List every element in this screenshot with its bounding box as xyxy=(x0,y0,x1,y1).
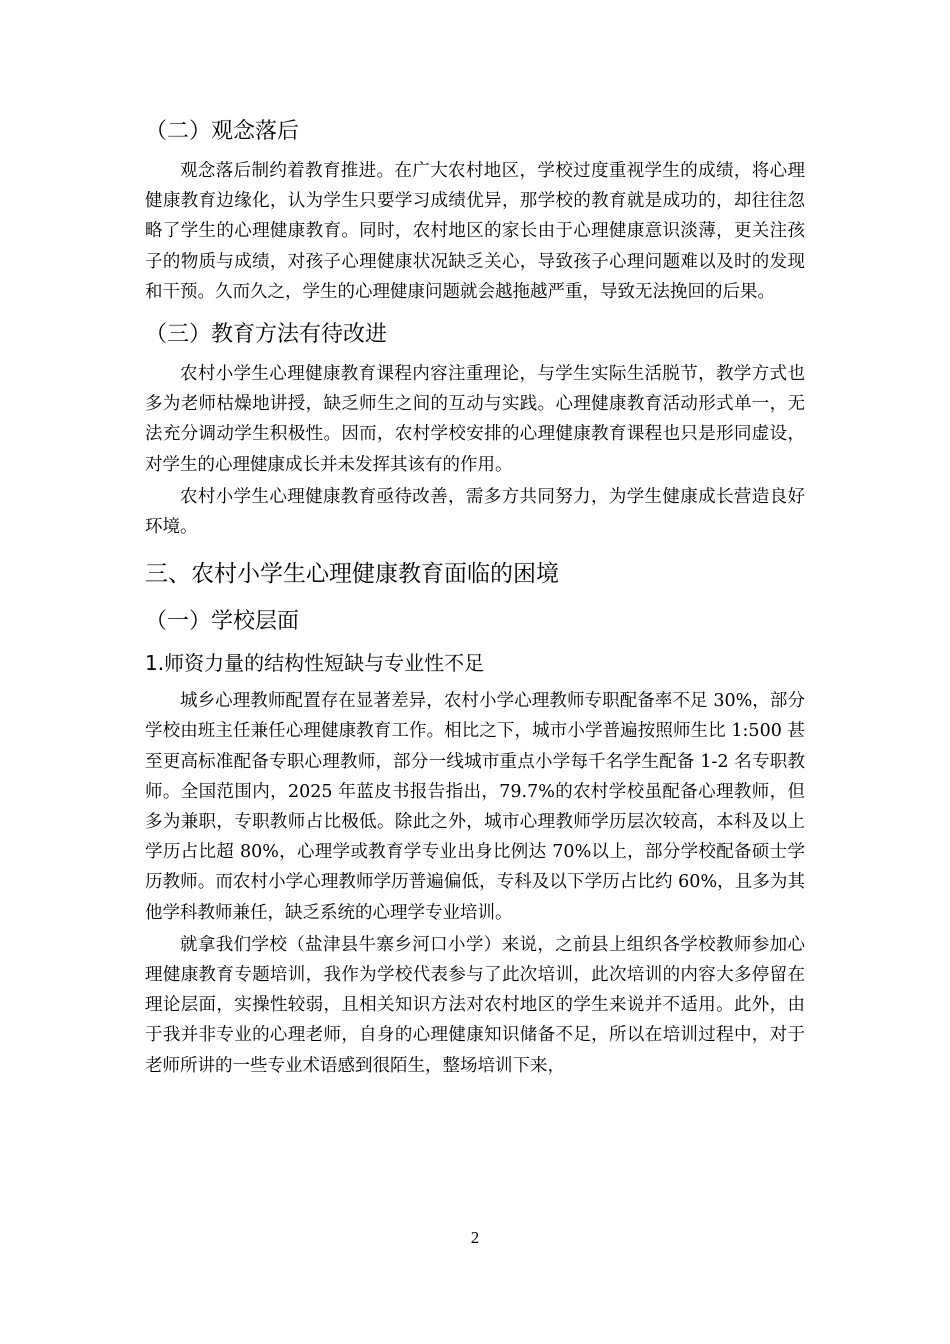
section-heading-school-level: （一）学校层面 xyxy=(145,609,300,635)
page-number: 2 xyxy=(470,1228,480,1247)
page-content xyxy=(145,112,805,1083)
subsection-heading-teachers: 1.师资力量的结构性短缺与专业性不足 xyxy=(145,651,485,676)
chapter-heading-3: 三、农村小学生心理健康教育面临的困境 xyxy=(145,561,559,588)
paragraph-school-example: 就拿我们学校（盐津县牛寨乡河口小学）来说，之前县上组织各学校教师参加心理健康教育专题培训，我作为学校代表参与了此次培训，此次培训的内容大多停留在理论层面，实操性较弱，且相关知识方法对农村地区的学生来说并不适用。此外，由于我并非专业的心理老师，自身的心理健康知识储备不足，所以在培训过程中，对于老师所讲的一些专业术语感到很陌生，整场培训下来， xyxy=(145,934,805,1076)
section-heading-2: （二）观念落后 xyxy=(145,119,300,144)
section-heading-3: （三）教育方法有待改进 xyxy=(145,322,388,348)
paragraph-teacher-staffing: 城乡心理教师配置存在显著差异，农村小学心理教师专职配备率不足 30%，部分学校由班主任兼任心理健康教育工作。相比之下，城市小学普遍按照师生比 1:500 甚至更高标准配备专职心理教师，部分一线城市重点小学每千名学生配备 1-2 名专职教师。全国范围内，2025 年蓝皮书报告指出，79.7%的农村学校虽配备心理教师，但多为兼职，专职教师占比极低。除此之外，城市心理教师学历层次较高，本科及以上学历占比超 80%，心理学或教育学专业出身比例达 70%以上，部分学校配备硕士学历教师。而农村小学心理教师学历普遍偏低，专科及以下学历占比约 60%，且多为其他学科教师兼任，缺乏系统的心理学专业培训。 xyxy=(145,691,805,923)
paragraph-teaching-methods: 农村小学生心理健康教育课程内容注重理论，与学生实际生活脱节，教学方式也多为老师枯燥地讲授，缺乏师生之间的互动与实践。心理健康教育活动形式单一，无法充分调动学生积极性。因而，农村学校安排的心理健康教育课程也只是形同虚设，对学生的心理健康成长并未发挥其该有的作用。 xyxy=(145,364,805,475)
paragraph-concept-backward: 观念落后制约着教育推进。在广大农村地区，学校过度重视学生的成绩，将心理健康教育边缘化，认为学生只要学习成绩优异，那学校的教育就是成功的，却往往忽略了学生的心理健康教育。同时，农村地区的家长由于心理健康意识淡薄，更关注孩子的物质与成绩，对孩子心理健康状况缺乏关心，导致孩子心理问题难以及时的发现和干预。久而久之，学生的心理健康问题就会越拖越严重，导致无法挽回的后果。 xyxy=(145,161,805,302)
paragraph-improvement-needed: 农村小学生心理健康教育亟待改善，需多方共同努力，为学生健康成长营造良好环境。 xyxy=(145,486,805,538)
